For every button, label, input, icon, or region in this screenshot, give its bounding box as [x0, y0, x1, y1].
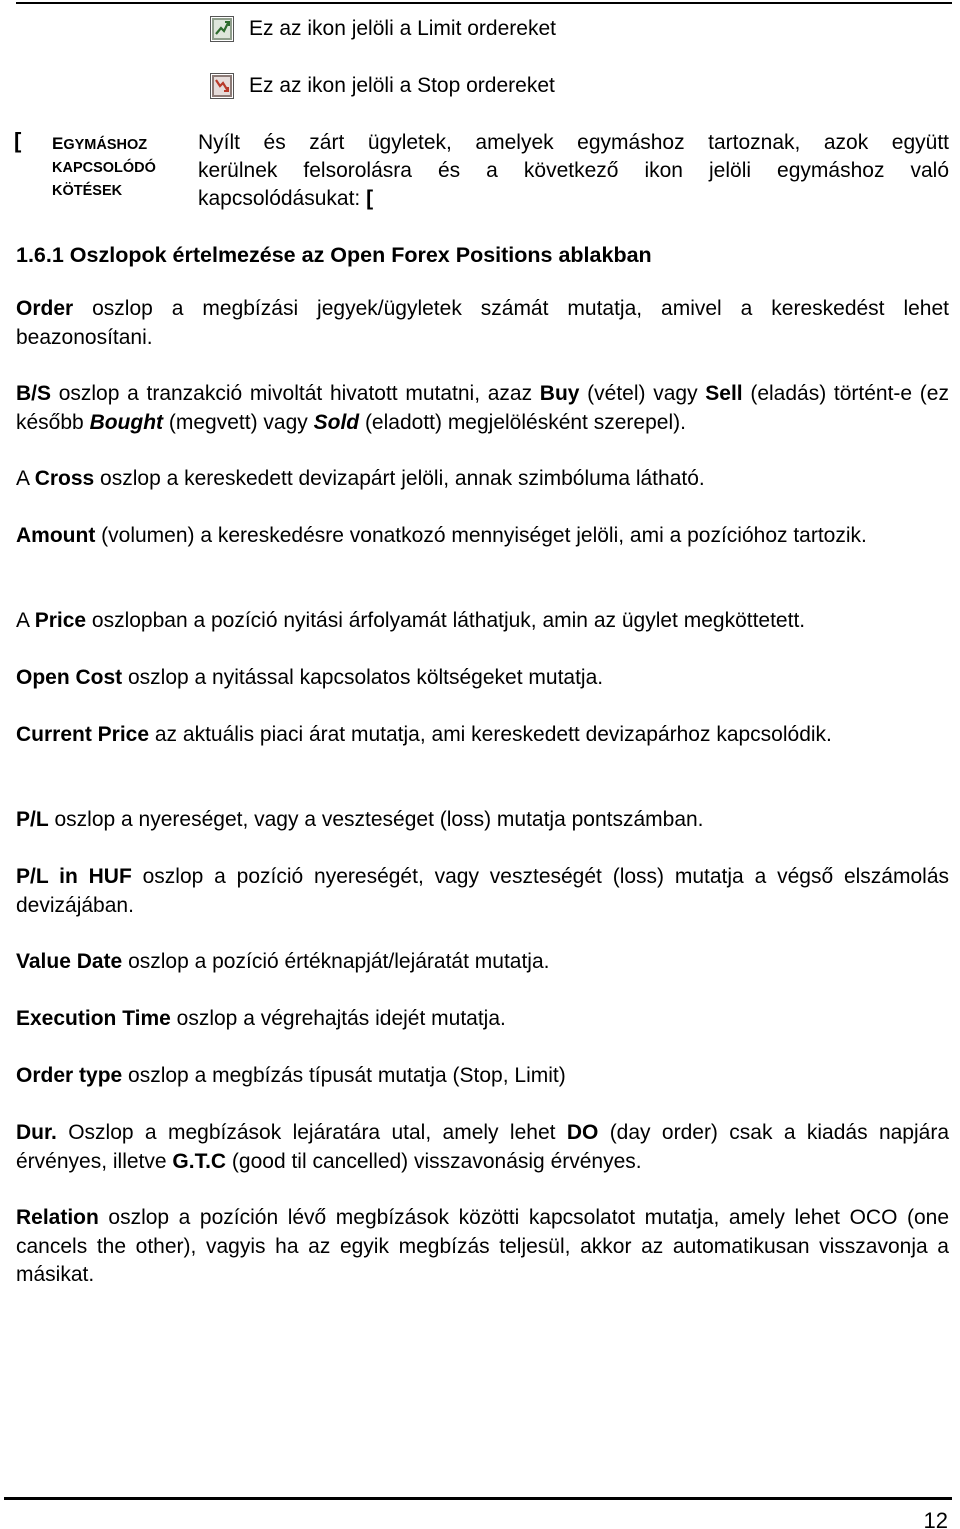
side-caption-initial: E [52, 134, 64, 153]
paragraph-order: Order oszlop a megbízási jegyek/ügyletek számát mutatja, amivel a kereskedést lehet beazonosítani. [16, 297, 949, 349]
paragraph-pl: P/L oszlop a nyereséget, vagy a veszteséget (loss) mutatja pontszámban. [16, 808, 704, 831]
section-heading: 1.6.1 Oszlopok értelmezése az Open Forex Positions ablakban [16, 243, 652, 267]
side-caption-line2: KAPCSOLÓDÓ [52, 160, 156, 176]
paragraph-bs: B/S oszlop a tranzakció mivoltát hivatott mutatni, azaz Buy (vétel) vagy Sell (eladás) történt-e (ez később Bought (megvett) vagy Sold (eladott) megjelölésként szerepel). [16, 382, 949, 434]
bottom-rule [4, 1497, 952, 1500]
related-bracket-icon: [ [366, 187, 374, 210]
related-line2: kerülnek felsorolásra és a következő ikon jelöli egymáshoz való [198, 159, 949, 182]
side-caption [52, 132, 182, 203]
limit-order-icon [210, 16, 234, 42]
paragraph-order-type: Order type oszlop a megbízás típusát mutatja (Stop, Limit) [16, 1064, 566, 1087]
paragraph-current-price: Current Price az aktuális piaci árat mutatja, ami kereskedett devizapárhoz kapcsolódik. [16, 723, 832, 746]
top-rule [16, 2, 952, 4]
paragraph-execution-time: Execution Time oszlop a végrehajtás idejét mutatja. [16, 1007, 506, 1030]
related-line1: Nyílt és zárt ügyletek, amelyek egymáshoz tartoznak, azok együtt [198, 131, 949, 154]
paragraph-pl-huf: P/L in HUF oszlop a pozíció nyereségét, vagy veszteségét (loss) mutatja a végső elszámolás devizájában. [16, 865, 949, 917]
limit-order-caption: Ez az ikon jelöli a Limit ordereket [249, 17, 556, 40]
paragraph-price: A Price oszlopban a pozíció nyitási árfolyamát láthatjuk, amin az ügylet megköttetett. [16, 609, 806, 632]
limit-order-row [210, 16, 556, 42]
side-caption-line3: KÖTÉSEK [52, 183, 123, 199]
paragraph-value-date: Value Date oszlop a pozíció értéknapját/lejáratát mutatja. [16, 950, 550, 973]
paragraph-amount: Amount (volumen) a kereskedésre vonatkozó mennyiséget jelöli, ami a pozícióhoz tartozik. [16, 524, 867, 547]
paragraph-open-cost: Open Cost oszlop a nyitással kapcsolatos költségeket mutatja. [16, 666, 604, 689]
paragraph-relation: Relation oszlop a pozíción lévő megbízások közötti kapcsolatot mutatja, amely lehet OCO (one cancels the other), vagyis ha az egyik megbízás teljesül, akkor az automatikusan visszavonja a másikat. [16, 1206, 949, 1286]
related-trades-text [198, 129, 949, 213]
paragraph-dur: Dur. Oszlop a megbízások lejáratára utal, amely lehet DO (day order) csak a kiadás napjára érvényes, illetve G.T.C (good til cancelled) visszavonásig érvényes. [16, 1121, 950, 1173]
side-caption-line1: GYMÁSHOZ [63, 137, 148, 153]
page-number: 12 [923, 1508, 948, 1529]
paragraph-cross: A Cross oszlop a kereskedett devizapárt jelöli, annak szimbóluma látható. [16, 467, 705, 490]
stop-order-row [210, 73, 555, 99]
stop-order-icon [210, 73, 234, 99]
related-line3: kapcsolódásukat: [ [198, 187, 374, 210]
related-bracket-marker: [ [14, 128, 22, 153]
stop-order-caption: Ez az ikon jelöli a Stop ordereket [249, 74, 555, 97]
